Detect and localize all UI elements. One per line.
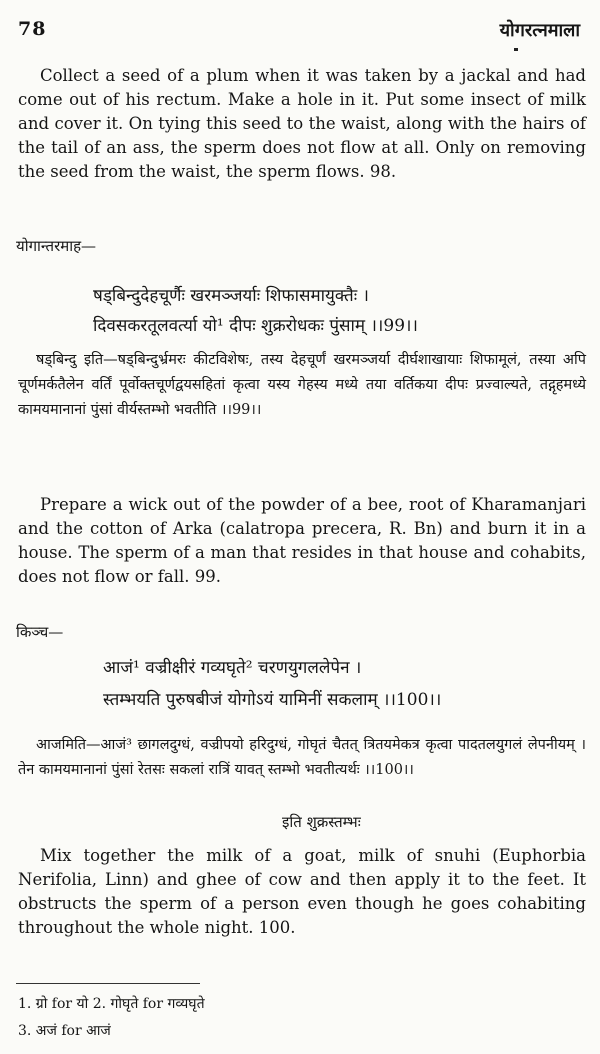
colophon: इति शुक्रस्तम्भः: [282, 813, 361, 831]
running-title: योगरत्नमाला: [499, 20, 580, 41]
translation-paragraph-99: [18, 493, 586, 589]
commentary-100: [18, 733, 586, 783]
footnote-2: 3. अजं for आजं: [18, 1023, 111, 1039]
commentary-99: [18, 348, 586, 423]
translation-paragraph-98: [18, 64, 586, 184]
print-speck: [514, 48, 518, 51]
paragraph-text: Collect a seed of a plum when it was taken by a jackal and had come out of his rectum. Make a hole in it. Put some insect of milk and cover it. On tying this seed to the waist, along with the hairs of the tail of an ass, the sperm does not flow at all. Only on removing the seed from the waist, the sperm flows. 98.: [18, 66, 586, 181]
section-label-yogantaram: योगान्तरमाह—: [16, 237, 97, 255]
commentary-text: षड्बिन्दु इति—षड्बिन्दुर्भ्रमरः कीटविशेषः, तस्य देहचूर्णं खरमञ्जर्या दीर्घशाखायाः शिफामूलं, तस्या अपि चूर्णमर्कतैलेन वर्तिं पूर्वोक्तचूर्णद्वयसहितां कृत्वा यस्य गेहस्य मध्ये तया वर्तिकया दीपः प्रज्वाल्यते, तद्गृहमध्ये कामयमानानां पुंसां वीर्यस्तम्भो भवतीति ।।99।।: [18, 352, 586, 418]
translation-paragraph-100: [18, 844, 586, 940]
commentary-text: आजमिति—आजं³ छागलदुग्धं, वज्रीपयो हरिदुग्धं, गोघृतं चैतत् त्रितयमेकत्र कृत्वा पादतलयुगलं लेपनीयम् । तेन कामयमानानां पुंसां रेतसः सकलां रात्रिं यावत् स्तम्भो भवतीत्यर्थः ।।100।।: [18, 737, 586, 778]
footnote-rule: [16, 983, 200, 984]
verse-100-line-2: स्तम्भयति पुरुषबीजं योगोऽयं यामिनीं सकलाम् ।।100।।: [103, 690, 442, 710]
verse-99-line-2: दिवसकरतूलवर्त्या यो¹ दीपः शुक्ररोधकः पुंसाम् ।।99।।: [93, 316, 418, 336]
paragraph-text: Mix together the milk of a goat, milk of snuhi (Euphorbia Nerifolia, Linn) and ghee of cow and then apply it to the feet. It obstructs the sperm of a person even though he goes cohabiting throughout the whole night. 100.: [18, 846, 586, 937]
paragraph-text: Prepare a wick out of the powder of a bee, root of Kharamanjari and the cotton of Arka (calatropa precera, R. Bn) and burn it in a house. The sperm of a man that resides in that house and cohabits, does not flow or fall. 99.: [18, 495, 586, 586]
verse-100-line-1: आजं¹ वज्रीक्षीरं गव्यघृते² चरणयुगललेपेन ।: [103, 658, 362, 678]
page-number: 78: [18, 18, 47, 40]
footnote-1: 1. ग्रो for यो 2. गोघृते for गव्यघृते: [18, 996, 205, 1012]
verse-99-line-1: षड्बिन्दुदेहचूर्णैः खरमञ्जर्याः शिफासमायुक्तैः ।: [93, 286, 370, 306]
section-label-kincha: किञ्च—: [16, 623, 64, 641]
